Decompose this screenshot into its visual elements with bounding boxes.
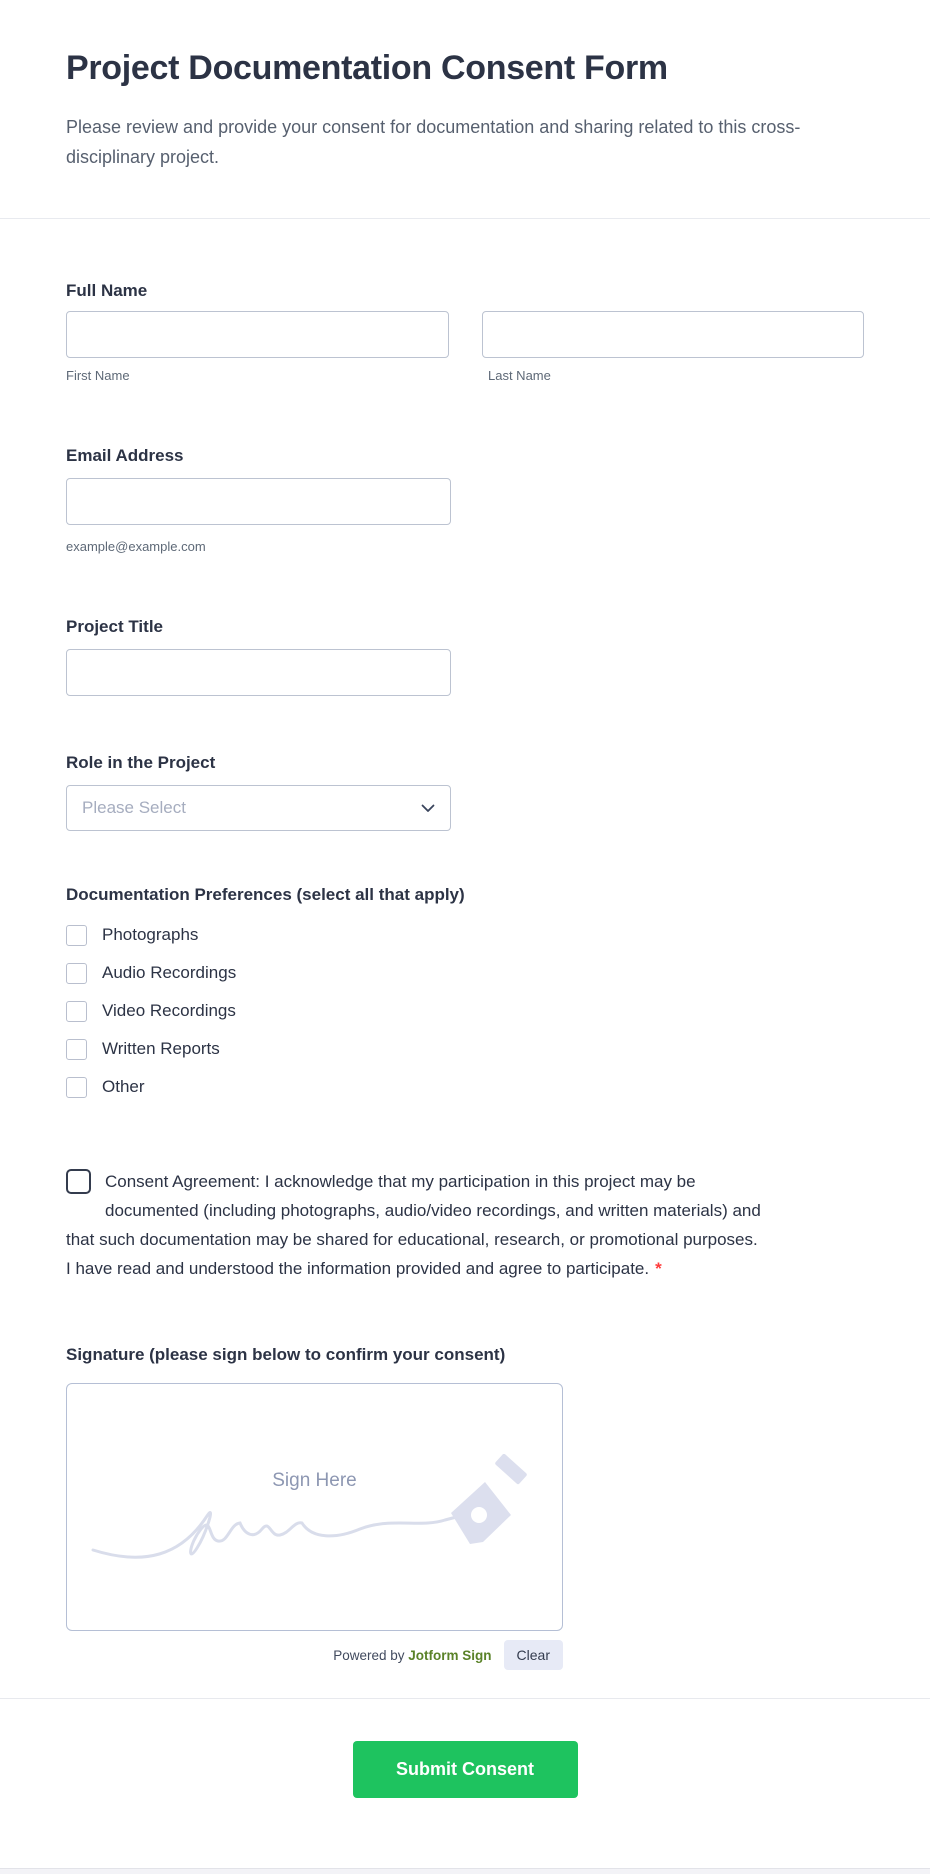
consent-agreement-checkbox[interactable]: [66, 1169, 91, 1194]
consent-agreement-text: Consent Agreement: I acknowledge that my participation in this project may be documented (including photographs, audio/video recordings, and written materials) and that such documentation may be shared for educational, research, or promotional purposes. I have read and understood the information provided and agree to participate.: [66, 1172, 761, 1278]
last-name-sublabel: Last Name: [488, 368, 551, 383]
first-name-sublabel: First Name: [66, 368, 130, 383]
email-label: Email Address: [66, 446, 184, 465]
consent-agreement-block: [66, 1167, 766, 1283]
role-select-placeholder: Please Select: [82, 798, 186, 817]
signature-field: [66, 1343, 864, 1670]
written-reports-label: Written Reports: [102, 1039, 220, 1058]
project-title-field: [66, 615, 864, 696]
chevron-down-icon: [421, 804, 435, 813]
full-name-field: [66, 279, 864, 384]
required-asterisk: *: [655, 1259, 662, 1278]
page-title: Project Documentation Consent Form: [66, 49, 668, 87]
pen-nib-icon: [451, 1454, 528, 1544]
project-title-label: Project Title: [66, 617, 163, 636]
last-name-input[interactable]: [482, 311, 864, 358]
sign-here-placeholder: Sign Here: [272, 1470, 357, 1491]
form-body: [0, 219, 930, 1670]
checkbox-row-other[interactable]: [66, 1075, 864, 1099]
email-field-block: [66, 444, 864, 555]
jotform-sign-brand: Jotform Sign: [408, 1647, 492, 1663]
powered-by-label: Powered by: [333, 1647, 405, 1663]
checkbox-row-photographs[interactable]: [66, 923, 864, 947]
submit-consent-button[interactable]: Submit Consent: [353, 1741, 578, 1798]
role-label: Role in the Project: [66, 753, 216, 772]
checkbox-row-written[interactable]: [66, 1037, 864, 1061]
powered-by-text: [333, 1648, 491, 1663]
email-field[interactable]: [66, 478, 451, 525]
signature-footer: [66, 1640, 563, 1670]
signature-pad[interactable]: [66, 1383, 563, 1631]
doc-prefs-label: Documentation Preferences (select all that apply): [66, 885, 465, 904]
doc-prefs-field: [66, 883, 864, 1099]
form-header: [0, 0, 930, 219]
full-name-inputs: [66, 311, 864, 358]
audio-recordings-checkbox[interactable]: [66, 963, 87, 984]
written-reports-checkbox[interactable]: [66, 1039, 87, 1060]
form-subtitle: Please review and provide your consent for documentation and sharing related to this cross-disciplinary project.: [66, 117, 801, 167]
first-name-input[interactable]: [66, 311, 449, 358]
audio-recordings-label: Audio Recordings: [102, 963, 237, 982]
signature-label: Signature (please sign below to confirm your consent): [66, 1345, 506, 1364]
full-name-label: Full Name: [66, 281, 148, 300]
clear-signature-button[interactable]: Clear: [504, 1640, 563, 1670]
email-sublabel: example@example.com: [66, 539, 206, 554]
photographs-checkbox[interactable]: [66, 925, 87, 946]
checkbox-row-video[interactable]: [66, 999, 864, 1023]
role-field: [66, 751, 864, 831]
other-label: Other: [102, 1077, 145, 1096]
photographs-label: Photographs: [102, 925, 199, 944]
footer-strip: [0, 1868, 930, 1874]
project-title-input[interactable]: [66, 649, 451, 696]
full-name-sublabels: [66, 368, 864, 384]
other-checkbox[interactable]: [66, 1077, 87, 1098]
submit-section: [0, 1699, 930, 1843]
checkbox-row-audio[interactable]: [66, 961, 864, 985]
video-recordings-checkbox[interactable]: [66, 1001, 87, 1022]
video-recordings-label: Video Recordings: [102, 1001, 236, 1020]
signature-squiggle-art: [89, 1454, 539, 1579]
role-select[interactable]: [66, 785, 451, 831]
